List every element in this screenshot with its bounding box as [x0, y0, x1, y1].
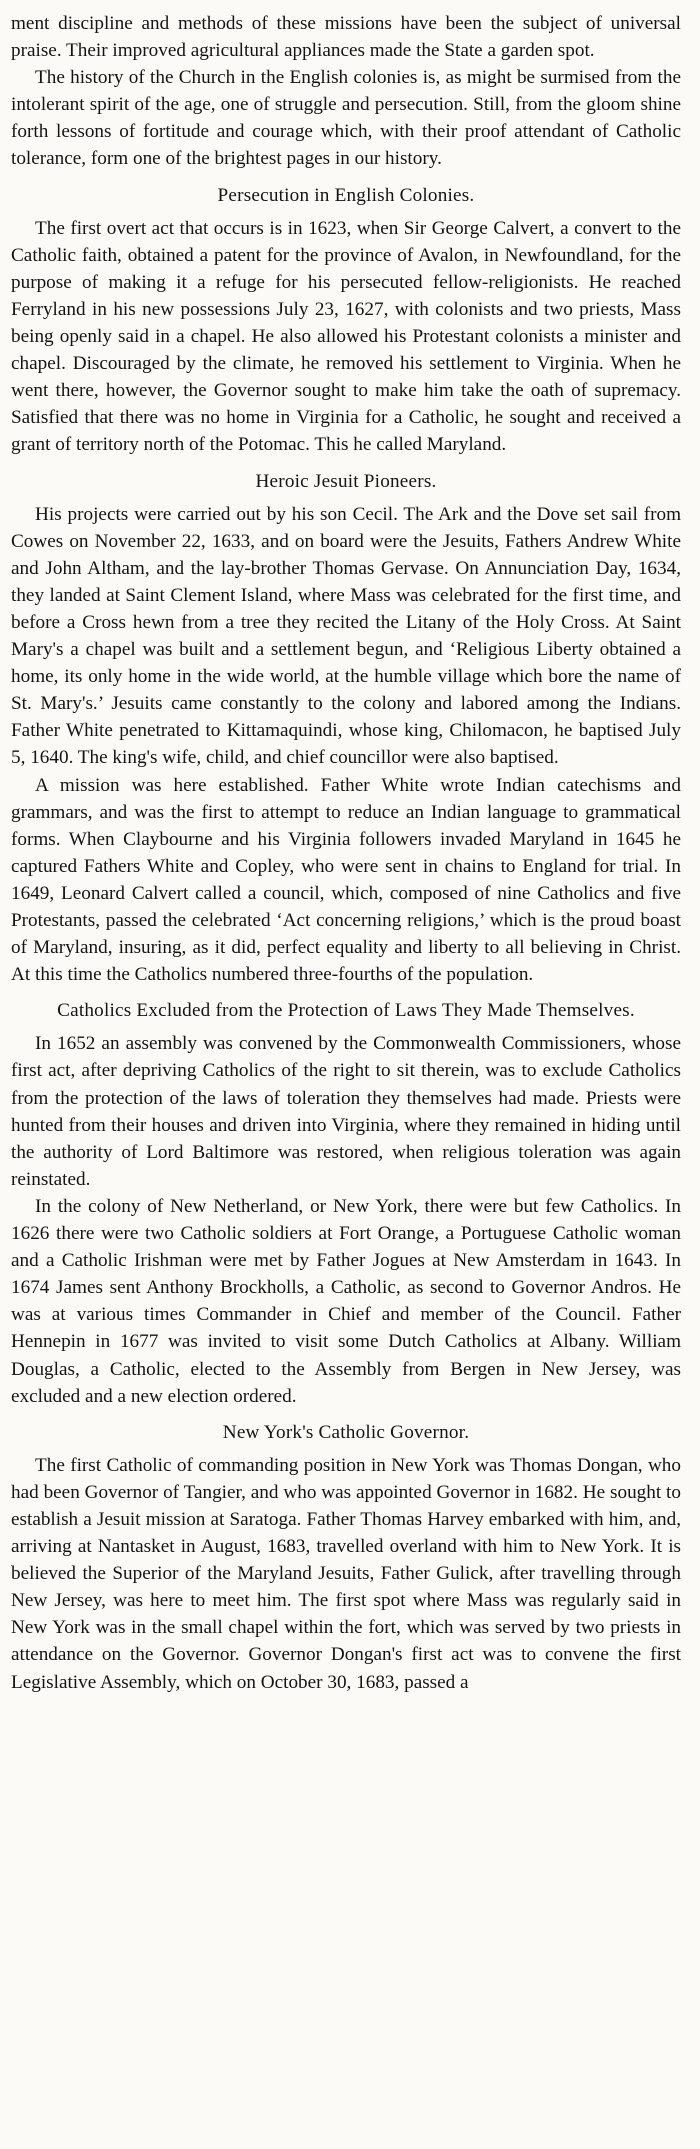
paragraph-missions-praise: ment discipline and methods of these missions have been the subject of universal praise. Their improved agricultural appliances made the State a garden spot. [11, 13, 681, 62]
section-heading-jesuit-pioneers: Heroic Jesuit Pioneers. [255, 470, 437, 492]
section-heading-catholics-excluded: Catholics Excluded from the Protection of Laws They Made Themselves. [57, 1000, 635, 1022]
paragraph-assembly-1652: In 1652 an assembly was convened by the Commonwealth Commissioners, whose first act, after depriving Catholics of the right to sit therein, was to exclude Catholics from the protection of the laws of toleration they themselves had made. Priests were hunted from their houses and driven into Virginia, where they remained in hiding until the authority of Lord Baltimore was restored, when religious toleration was again reinstated. [11, 1033, 681, 1190]
paragraph-george-calvert: The first overt act that occurs is in 1623, when Sir George Calvert, a convert to the Catholic faith, obtained a patent for the province of Avalon, in Newfoundland, for the purpose of making it a refuge for his persecuted fellow-religionists. He reached Ferryland in his new possessions July 23, 1627, with colonists and two priests, Mass being openly said in a chapel. He also allowed his Protestant colonists a minister and chapel. Discouraged by the climate, he removed his settlement to Virginia. When he went there, however, the Governor sought to make him take the oath of supremacy. Satisfied that there was no home in Virginia for a Catholic, he sought and received a grant of territory north of the Potomac. This he called Maryland. [11, 217, 681, 456]
paragraph-new-netherland: In the colony of New Netherland, or New York, there were but few Catholics. In 1626 there were two Catholic soldiers at Fort Orange, a Portuguese Catholic woman and a Catholic Irishman were met by Father Jogues at New Amsterdam in 1643. In 1674 James sent Anthony Brockholls, a Catholic, as second to Governor Andros. He was at various times Commander in Chief and member of the Council. Father Hennepin in 1677 was invited to visit some Dutch Catholics at Albany. William Douglas, a Catholic, elected to the Assembly from Bergen in New Jersey, was excluded and a new election ordered. [11, 1195, 681, 1407]
paragraph-indian-mission: A mission was here established. Father White wrote Indian catechisms and grammars, and was the first to attempt to reduce an Indian language to grammatical forms. When Claybourne and his Virginia followers invaded Maryland in 1645 he captured Fathers White and Copley, who were sent in chains to England for trial. In 1649, Leonard Calvert called a council, which, composed of nine Catholics and five Protestants, passed the celebrated ‘Act concerning religions,’ which is the proud boast of Maryland, insuring, as it did, perfect equality and liberty to all believing in Christ. At this time the Catholics numbered three-fourths of the population. [11, 774, 681, 986]
section-heading-catholic-governor: New York's Catholic Governor. [222, 1421, 470, 1443]
paragraph-thomas-dongan: The first Catholic of commanding position in New York was Thomas Dongan, who had been Governor of Tangier, and who was appointed Governor in 1682. He sought to establish a Jesuit mission at Saratoga. Father Thomas Harvey embarked with him, and, arriving at Nantasket in August, 1683, travelled overland with him to New York. It is believed the Superior of the Maryland Jesuits, Father Gulick, after travelling through New Jersey, was here to meet him. The first spot where Mass was regularly said in New York was in the small chapel within the fort, which was served by two priests in attendance on the Governor. Governor Dongan's first act was to convene the first Legislative Assembly, which on October 30, 1683, passed a [11, 1454, 681, 1693]
paragraph-ark-and-dove: His projects were carried out by his son Cecil. The Ark and the Dove set sail from Cowes on November 22, 1633, and on board were the Jesuits, Fathers Andrew White and John Altham, and the lay-brother Thomas Gervase. On Annunciation Day, 1634, they landed at Saint Clement Island, where Mass was celebrated for the first time, and before a Cross hewn from a tree they recited the Litany of the Holy Cross. At Saint Mary's a chapel was built and a settlement begun, and ‘Religious Liberty obtained a home, its only home in the wide world, at the humble village which bore the name of St. Mary's.’ Jesuits came constantly to the colony and labored among the Indians. Father White penetrated to Kittamaquindi, whose king, Chilomacon, he baptised July 5, 1640. The king's wife, child, and chief councillor were also baptised. [11, 503, 681, 769]
paragraph-english-colonies: The history of the Church in the English colonies is, as might be surmised from the intolerant spirit of the age, one of struggle and persecution. Still, from the gloom shine forth lessons of fortitude and courage which, with their proof attendant of Catholic tolerance, form one of the brightest pages in our history. [11, 67, 681, 170]
section-heading-persecution: Persecution in English Colonies. [217, 184, 475, 206]
